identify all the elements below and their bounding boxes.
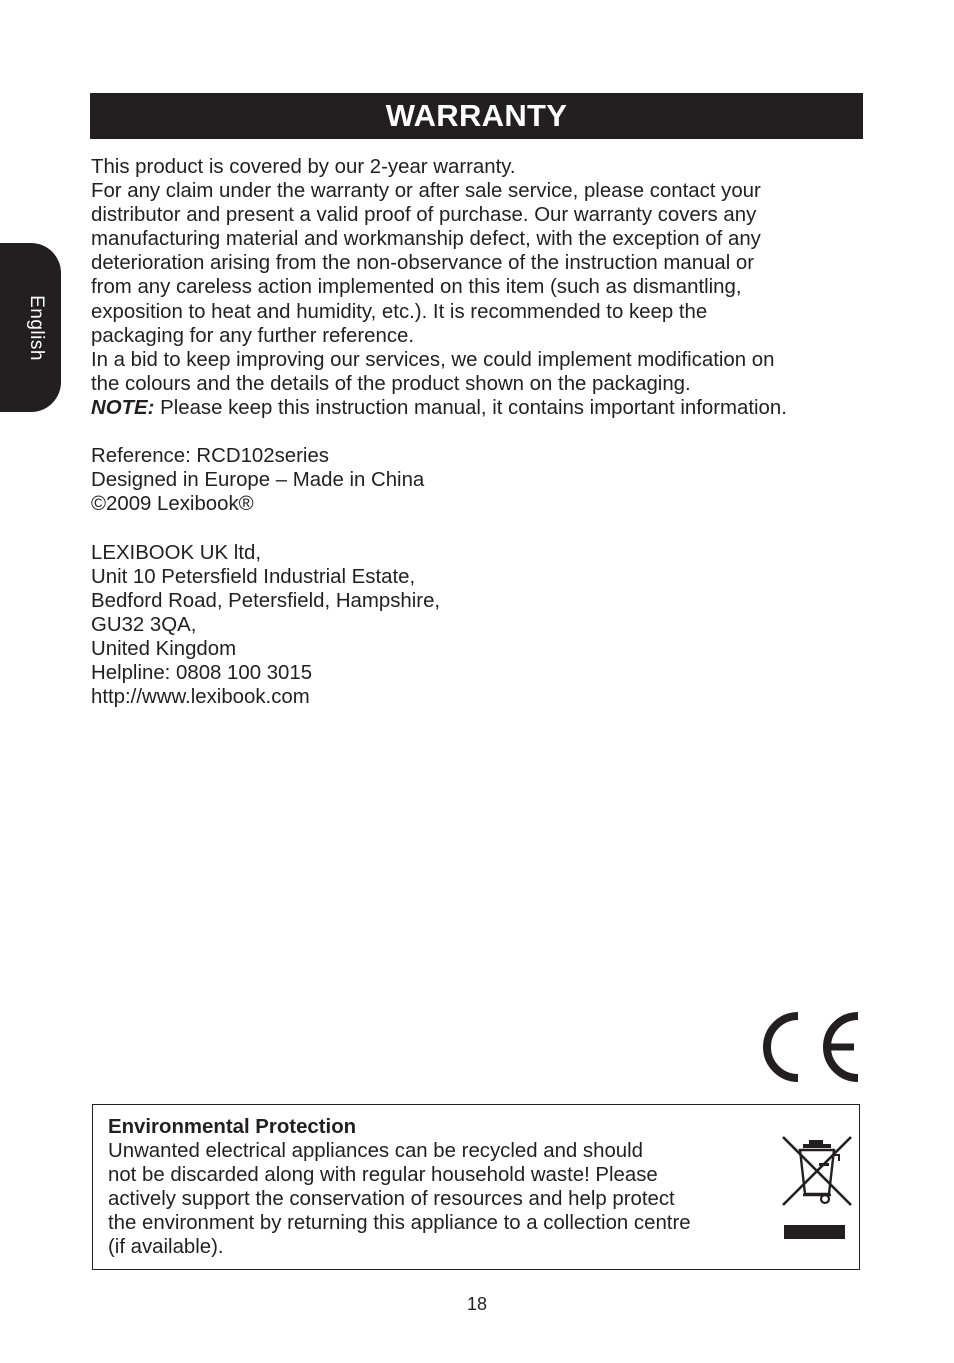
warranty-line: from any careless action implemented on this item (such as dismantling, [91,276,742,299]
origin-line: Designed in Europe – Made in China [91,469,425,492]
environmental-title: Environmental Protection [108,1116,357,1138]
warranty-line: deterioration arising from the non-observance of the instruction manual or [91,252,755,275]
address-line: Bedford Road, Petersfield, Hampshire, [91,589,441,612]
side-tab-label: English [26,295,47,361]
environmental-line: Unwanted electrical appliances can be recycled and should [108,1140,644,1163]
warranty-line: exposition to heat and humidity, etc.). It is recommended to keep the [91,300,708,323]
page-title: WARRANTY [385,98,568,133]
warranty-line: In a bid to keep improving our services, we could implement modification on [91,348,775,371]
crossed-bin-icon [779,1133,855,1245]
note-line [91,396,871,420]
warranty-line: This product is covered by our 2-year warranty. [91,156,516,178]
note-label: NOTE: [91,396,155,419]
note-text: Please keep this instruction manual, it contains important information. [154,396,787,419]
address-line: GU32 3QA, [91,613,197,636]
warranty-line: distributor and present a valid proof of purchase. Our warranty covers any [91,204,757,227]
title-bar [90,93,863,139]
warranty-line: manufacturing material and workmanship defect, with the exception of any [91,228,761,251]
environmental-text [108,1115,768,1260]
copyright-line: ©2009 Lexibook® [91,493,254,516]
environmental-protection-box [92,1104,860,1270]
page-number: 18 [466,1294,488,1314]
website-link[interactable]: http://www.lexibook.com [91,686,310,709]
address-line: Unit 10 Petersfield Industrial Estate, [91,565,416,588]
environmental-line: the environment by returning this appliance to a collection centre [108,1212,691,1235]
helpline: Helpline: 0808 100 3015 [91,661,313,684]
environmental-line: (if available). [108,1236,224,1259]
environmental-line: not be discarded along with regular household waste! Please [108,1164,658,1187]
warranty-line: packaging for any further reference. [91,324,415,347]
reference-line: Reference: RCD102series [91,445,329,468]
address-line: LEXIBOOK UK ltd, [91,541,261,564]
ce-mark-icon [752,1008,862,1086]
warranty-line: the colours and the details of the product shown on the packaging. [91,372,691,395]
warranty-text [91,155,871,709]
environmental-line: actively support the conservation of resources and help protect [108,1188,675,1211]
warranty-line: For any claim under the warranty or after sale service, please contact your [91,180,761,203]
address-line: United Kingdom [91,637,237,660]
